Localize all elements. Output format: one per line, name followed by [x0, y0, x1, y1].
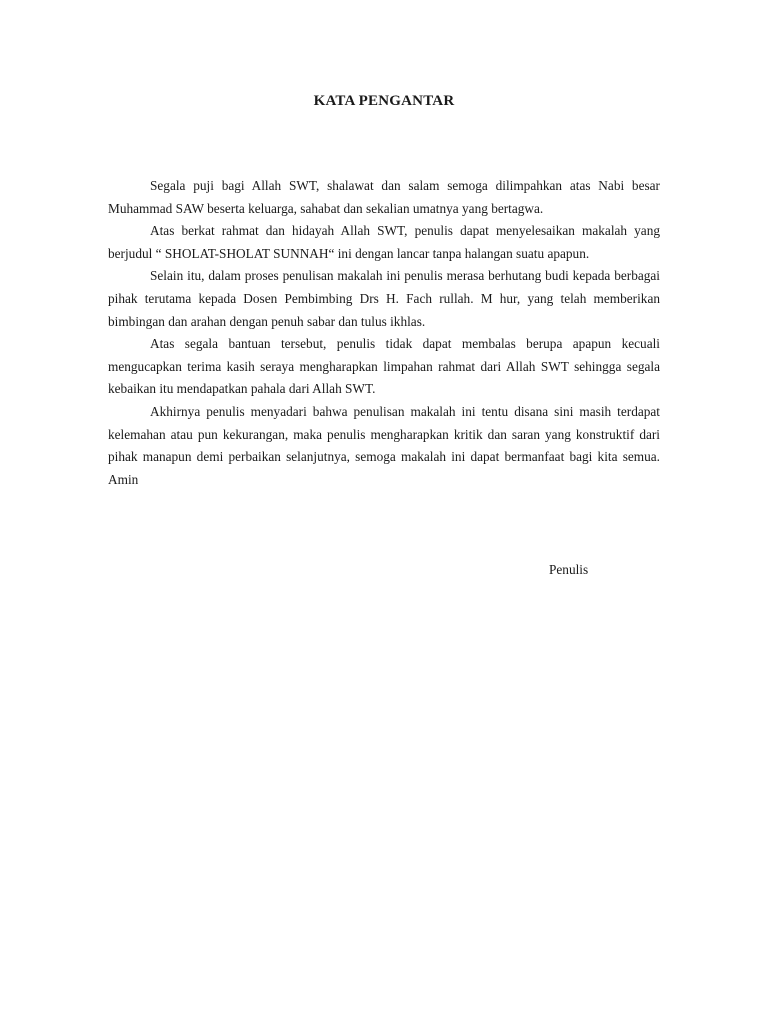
paragraph-1: Segala puji bagi Allah SWT, shalawat dan salam semoga dilimpahkan atas Nabi besar Muhammad SAW beserta keluarga, sahabat dan sekalian umatnya yang bertagwa.	[108, 178, 660, 216]
document-body	[108, 175, 660, 491]
signature-author: Penulis	[549, 562, 589, 577]
paragraph-3: Selain itu, dalam proses penulisan makalah ini penulis merasa berhutang budi kepada berbagai pihak terutama kepada Dosen Pembimbing Drs H. Fach rullah. M hur, yang telah memberikan bimbingan dan arahan dengan penuh sabar dan tulus ikhlas.	[108, 268, 660, 329]
paragraph-4: Atas segala bantuan tersebut, penulis tidak dapat membalas berupa apapun kecuali mengucapkan terima kasih seraya mengharapkan limpahan rahmat dari Allah SWT sehingga segala kebaikan itu mendapatkan pahala dari Allah SWT.	[108, 336, 660, 397]
paragraph-2: Atas berkat rahmat dan hidayah Allah SWT, penulis dapat menyelesaikan makalah yang berjudul “ SHOLAT-SHOLAT SUNNAH“ ini dengan lancar tanpa halangan suatu apapun.	[108, 223, 660, 261]
paragraph-5: Akhirnya penulis menyadari bahwa penulisan makalah ini tentu disana sini masih terdapat kelemahan atau pun kekurangan, maka penulis mengharapkan kritik dan saran yang konstruktif dari pihak manapun demi perbaikan selanjutnya, semoga makalah ini dapat bermanfaat bagi kita semua. Amin	[108, 403, 660, 487]
page-title: KATA PENGANTAR	[313, 93, 455, 109]
